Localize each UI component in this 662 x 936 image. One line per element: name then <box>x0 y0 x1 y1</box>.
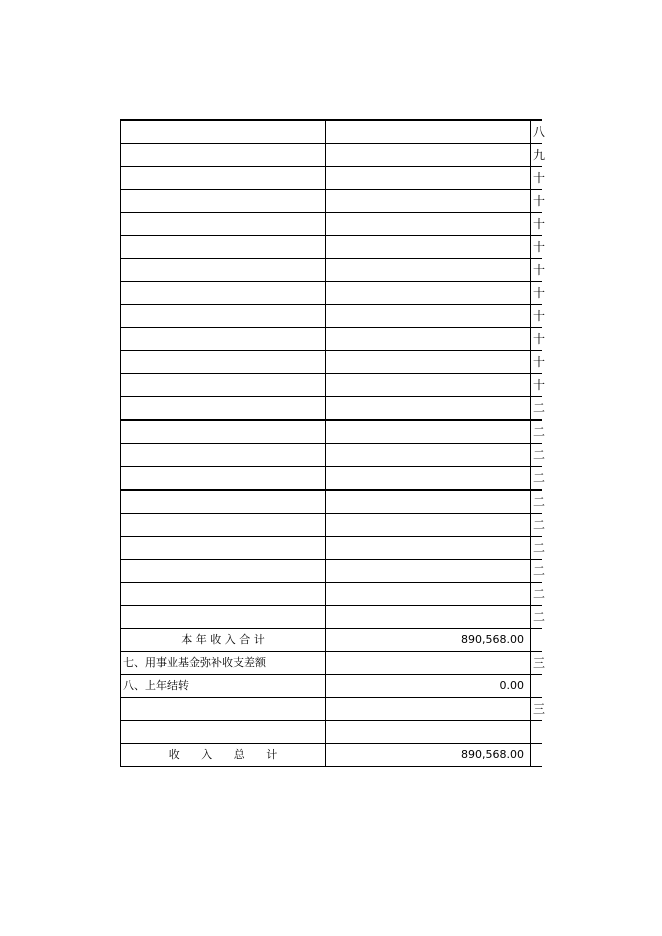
prior-year-carryover-value[interactable]: 0.00 <box>326 675 531 698</box>
table-row <box>121 397 542 421</box>
table-row <box>121 144 542 167</box>
cell-item[interactable] <box>121 490 326 514</box>
annual-income-total-value[interactable]: 890,568.00 <box>326 629 531 652</box>
table-row <box>121 514 542 537</box>
cell-next-col[interactable] <box>531 629 542 652</box>
cell-amount[interactable] <box>326 236 531 259</box>
cell-item[interactable] <box>121 606 326 629</box>
cell-next-col[interactable]: 二 <box>531 583 542 606</box>
cell-next-col[interactable]: 二 <box>531 514 542 537</box>
cell-next-col[interactable]: 十 <box>531 351 542 374</box>
table-row <box>121 490 542 514</box>
cell-amount[interactable] <box>326 144 531 167</box>
cell-amount[interactable] <box>326 259 531 282</box>
fund-offset-label[interactable]: 七、用事业基金弥补收支差额 <box>121 652 326 675</box>
cell-amount[interactable] <box>326 397 531 421</box>
fund-offset-value[interactable] <box>326 652 531 675</box>
table-row <box>121 698 542 721</box>
table-row <box>121 629 542 652</box>
table-row <box>121 652 542 675</box>
cell-item[interactable] <box>121 259 326 282</box>
cell-next-col[interactable] <box>531 721 542 744</box>
cell-item[interactable] <box>121 190 326 213</box>
cell-next-col[interactable]: 十 <box>531 213 542 236</box>
cell-amount[interactable] <box>326 120 531 144</box>
cell-next-col[interactable]: 二 <box>531 606 542 629</box>
cell-next-col[interactable] <box>531 744 542 767</box>
table-row <box>121 675 542 698</box>
table-row <box>121 120 542 144</box>
table-row <box>121 305 542 328</box>
cell-next-col[interactable]: 二 <box>531 444 542 467</box>
cell-next-col[interactable]: 十 <box>531 259 542 282</box>
cell-next-col[interactable]: 二 <box>531 397 542 421</box>
cell-amount[interactable] <box>326 560 531 583</box>
cell-item[interactable] <box>121 282 326 305</box>
table-row <box>121 420 542 444</box>
cell-item[interactable] <box>121 467 326 491</box>
cell-next-col[interactable]: 八 <box>531 120 542 144</box>
table-row <box>121 744 542 767</box>
cell-next-col[interactable]: 十 <box>531 190 542 213</box>
cell-next-col[interactable]: 二 <box>531 490 542 514</box>
cell-item[interactable] <box>121 120 326 144</box>
cell-amount[interactable] <box>326 583 531 606</box>
cell-amount[interactable] <box>326 514 531 537</box>
cell-item[interactable] <box>121 213 326 236</box>
spreadsheet-page <box>120 119 546 767</box>
cell-amount[interactable] <box>326 282 531 305</box>
table-row <box>121 328 542 351</box>
cell-next-col[interactable]: 三 <box>531 698 542 721</box>
cell-next-col[interactable]: 十 <box>531 305 542 328</box>
cell-item[interactable] <box>121 236 326 259</box>
table-row <box>121 467 542 491</box>
table-row <box>121 537 542 560</box>
table-row <box>121 721 542 744</box>
cell-item[interactable] <box>121 698 326 721</box>
cell-item[interactable] <box>121 374 326 397</box>
income-grand-total-value[interactable]: 890,568.00 <box>326 744 531 767</box>
table-row <box>121 259 542 282</box>
cell-amount[interactable] <box>326 606 531 629</box>
cell-item[interactable] <box>121 560 326 583</box>
cell-item[interactable] <box>121 583 326 606</box>
cell-item[interactable] <box>121 397 326 421</box>
cell-item[interactable] <box>121 351 326 374</box>
cell-item[interactable] <box>121 328 326 351</box>
table-row <box>121 236 542 259</box>
cell-item[interactable] <box>121 721 326 744</box>
cell-item[interactable] <box>121 514 326 537</box>
cell-amount[interactable] <box>326 537 531 560</box>
cell-next-col[interactable]: 九 <box>531 144 542 167</box>
table-row <box>121 583 542 606</box>
cell-amount[interactable] <box>326 351 531 374</box>
cell-next-col[interactable]: 二 <box>531 467 542 491</box>
cell-next-col[interactable]: 二 <box>531 560 542 583</box>
cell-amount[interactable] <box>326 213 531 236</box>
cell-amount[interactable] <box>326 190 531 213</box>
cell-next-col[interactable]: 十 <box>531 328 542 351</box>
cell-item[interactable] <box>121 144 326 167</box>
cell-item[interactable] <box>121 537 326 560</box>
prior-year-carryover-label[interactable]: 八、上年结转 <box>121 675 326 698</box>
table-row <box>121 560 542 583</box>
cell-item[interactable] <box>121 420 326 444</box>
cell-amount[interactable] <box>326 328 531 351</box>
cell-amount[interactable] <box>326 721 531 744</box>
cell-next-col[interactable]: 十 <box>531 374 542 397</box>
cell-next-col[interactable] <box>531 675 542 698</box>
cell-amount[interactable] <box>326 305 531 328</box>
cell-amount[interactable] <box>326 167 531 190</box>
cell-next-col[interactable]: 二 <box>531 537 542 560</box>
table-row <box>121 282 542 305</box>
cell-amount[interactable] <box>326 374 531 397</box>
cell-next-col[interactable]: 十 <box>531 236 542 259</box>
cell-amount[interactable] <box>326 490 531 514</box>
cell-next-col[interactable]: 十 <box>531 282 542 305</box>
cell-item[interactable] <box>121 305 326 328</box>
table-row <box>121 374 542 397</box>
cell-amount[interactable] <box>326 467 531 491</box>
table-row <box>121 213 542 236</box>
cell-next-col[interactable]: 二 <box>531 420 542 444</box>
cell-amount[interactable] <box>326 444 531 467</box>
cell-item[interactable] <box>121 444 326 467</box>
table-row <box>121 167 542 190</box>
table-row <box>121 606 542 629</box>
table-row <box>121 190 542 213</box>
cell-amount[interactable] <box>326 420 531 444</box>
table-row <box>121 444 542 467</box>
table-row <box>121 351 542 374</box>
cell-amount[interactable] <box>326 698 531 721</box>
cell-next-col[interactable]: 十 <box>531 167 542 190</box>
annual-income-total-label[interactable]: 本 年 收 入 合 计 <box>121 629 326 652</box>
income-table <box>120 119 546 767</box>
income-grand-total-label[interactable]: 收 入 总 计 <box>121 744 326 767</box>
cell-item[interactable] <box>121 167 326 190</box>
cell-next-col[interactable]: 三 <box>531 652 542 675</box>
